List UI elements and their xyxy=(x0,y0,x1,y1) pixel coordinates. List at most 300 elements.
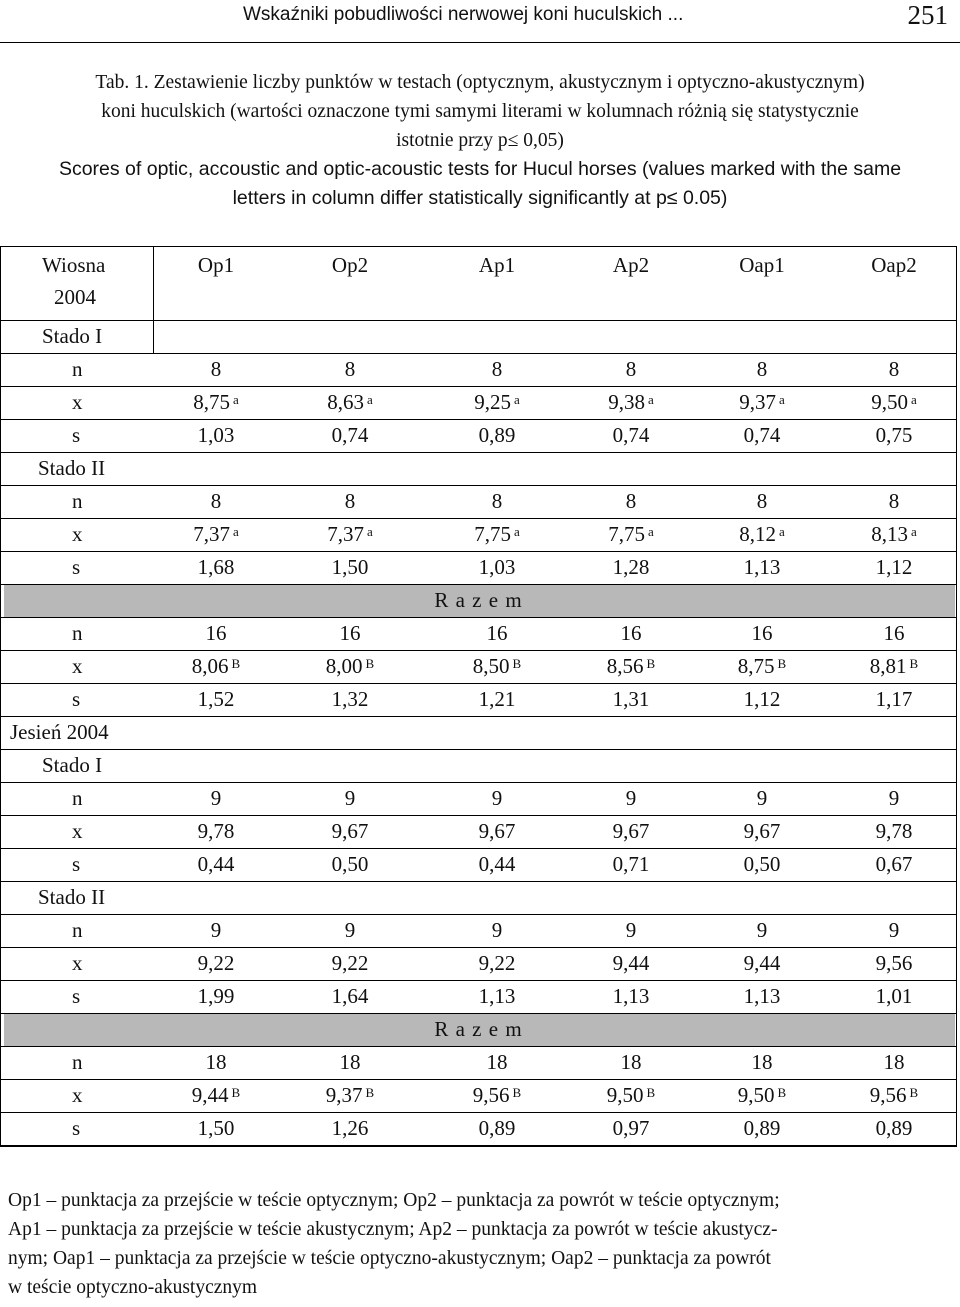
spring-stado-2-s-row xyxy=(0,551,957,584)
cell-op1 xyxy=(151,1079,281,1112)
running-header xyxy=(0,0,960,43)
cell-value: 8 xyxy=(625,489,637,513)
cell-op1 xyxy=(151,914,281,947)
row-label: n xyxy=(72,786,83,810)
cell-ap2 xyxy=(566,386,696,419)
autumn-stado-2-label: Stado II xyxy=(38,885,106,909)
cell-value: 9,50 xyxy=(737,1083,775,1107)
cell-value: 8,00 xyxy=(325,654,363,678)
cell-oap2 xyxy=(829,1112,959,1145)
spring-razem-x-row xyxy=(0,650,957,683)
cell-value: 9 xyxy=(491,786,503,810)
cell-oap1 xyxy=(697,650,827,683)
cell-op2 xyxy=(285,782,415,815)
cell-value: 8 xyxy=(210,489,222,513)
cell-op2 xyxy=(285,848,415,881)
autumn-stado-2-x-row xyxy=(0,947,957,980)
cell-value: 9,67 xyxy=(612,819,650,843)
cell-value: 18 xyxy=(883,1050,905,1074)
significance-mark: B xyxy=(365,1085,375,1100)
cell-oap1 xyxy=(697,551,827,584)
cell-op1 xyxy=(151,617,281,650)
cell-ap2 xyxy=(566,947,696,980)
cell-oap1 xyxy=(697,1112,827,1145)
cell-op2 xyxy=(285,518,415,551)
cell-ap1 xyxy=(432,947,562,980)
row-label: x xyxy=(72,951,83,975)
cell-value: 8 xyxy=(756,489,768,513)
cell-oap2 xyxy=(829,419,959,452)
cell-value: 1,52 xyxy=(197,687,235,711)
footnote-line-4: w teście optyczno-akustycznym xyxy=(8,1277,258,1298)
cell-value: 0,71 xyxy=(612,852,650,876)
row-label: n xyxy=(72,918,83,942)
cell-op1 xyxy=(151,947,281,980)
autumn-stado-1-n-row xyxy=(0,782,957,815)
cell-value: 8,81 xyxy=(869,654,907,678)
significance-mark: B xyxy=(512,1085,522,1100)
cell-value: 0,89 xyxy=(875,1116,913,1140)
cell-oap1 xyxy=(697,980,827,1013)
cell-value: 9,56 xyxy=(875,951,913,975)
table-column-rule xyxy=(153,246,154,320)
significance-mark: B xyxy=(909,656,919,671)
cell-value: 8,06 xyxy=(191,654,229,678)
cell-ap2 xyxy=(566,980,696,1013)
cell-value: 9,37 xyxy=(325,1083,363,1107)
cell-ap1 xyxy=(432,980,562,1013)
row-label: n xyxy=(72,357,83,381)
cell-oap1 xyxy=(697,683,827,716)
cell-oap1 xyxy=(697,782,827,815)
cell-value: 1,50 xyxy=(197,1116,235,1140)
cell-value: 1,13 xyxy=(743,984,781,1008)
cell-value: 16 xyxy=(620,621,642,645)
cell-ap1 xyxy=(432,419,562,452)
cell-value: 18 xyxy=(339,1050,361,1074)
cell-value: 7,37 xyxy=(327,522,364,546)
significance-mark: a xyxy=(910,392,917,407)
cell-value: 9,50 xyxy=(606,1083,644,1107)
row-label: x xyxy=(72,522,83,546)
cell-value: 0,74 xyxy=(331,423,369,447)
cell-oap2 xyxy=(829,551,959,584)
cell-value: 1,17 xyxy=(875,687,913,711)
cell-value: 9,78 xyxy=(875,819,913,843)
caption-pl-line-3: istotnie przy p≤ 0,05) xyxy=(396,130,564,151)
page-number: 251 xyxy=(907,0,948,30)
cell-ap2 xyxy=(566,848,696,881)
significance-mark: B xyxy=(909,1085,919,1100)
column-header-ap2: Ap2 xyxy=(612,253,650,277)
cell-value: 8,13 xyxy=(871,522,908,546)
cell-ap2 xyxy=(566,419,696,452)
autumn-stado-2-n-row xyxy=(0,914,957,947)
cell-op1 xyxy=(151,848,281,881)
footnote-line-3: nym; Oap1 – punktacja za przejście w teście optyczno-akustycznym; Oap2 – punktacja za powrót xyxy=(8,1248,771,1269)
cell-ap1 xyxy=(432,518,562,551)
cell-value: 0,67 xyxy=(875,852,913,876)
table-rule xyxy=(0,749,957,750)
cell-op1 xyxy=(151,485,281,518)
cell-ap2 xyxy=(566,353,696,386)
table-footnote xyxy=(8,1186,954,1302)
column-header-op2: Op2 xyxy=(331,253,369,277)
cell-ap2 xyxy=(566,1046,696,1079)
cell-oap2 xyxy=(829,980,959,1013)
cell-value: 8 xyxy=(625,357,637,381)
spring-stado-1-s-row xyxy=(0,419,957,452)
significance-mark: B xyxy=(512,656,522,671)
row-label: n xyxy=(72,489,83,513)
cell-value: 9,44 xyxy=(612,951,650,975)
cell-oap2 xyxy=(829,1046,959,1079)
cell-value: 9,56 xyxy=(472,1083,510,1107)
significance-mark: a xyxy=(778,392,785,407)
cell-ap2 xyxy=(566,650,696,683)
cell-oap1 xyxy=(697,353,827,386)
cell-value: 9 xyxy=(344,918,356,942)
cell-ap2 xyxy=(566,815,696,848)
cell-op1 xyxy=(151,782,281,815)
cell-op1 xyxy=(151,815,281,848)
cell-oap2 xyxy=(829,782,959,815)
cell-ap1 xyxy=(432,551,562,584)
cell-value: 7,75 xyxy=(474,522,511,546)
cell-value: 7,75 xyxy=(608,522,645,546)
significance-mark: a xyxy=(647,524,654,539)
table-rule xyxy=(0,246,957,247)
cell-value: 16 xyxy=(486,621,508,645)
cell-op2 xyxy=(285,1112,415,1145)
cell-op2 xyxy=(285,419,415,452)
significance-mark: a xyxy=(366,524,373,539)
cell-oap2 xyxy=(829,617,959,650)
significance-mark: B xyxy=(777,1085,787,1100)
cell-oap1 xyxy=(697,1079,827,1112)
autumn-stado-1-s-row xyxy=(0,848,957,881)
spring-stado-1-label: Stado I xyxy=(42,324,103,348)
cell-value: 9,22 xyxy=(478,951,516,975)
cell-op1 xyxy=(151,386,281,419)
cell-value: 1,50 xyxy=(331,555,369,579)
cell-ap1 xyxy=(432,386,562,419)
cell-ap2 xyxy=(566,782,696,815)
season-label-spring: Wiosna xyxy=(42,253,106,277)
cell-ap1 xyxy=(432,1046,562,1079)
autumn-stado-1-x-row xyxy=(0,815,957,848)
cell-value: 9 xyxy=(210,918,222,942)
cell-ap1 xyxy=(432,485,562,518)
season-label-spring-year: 2004 xyxy=(54,285,96,309)
cell-value: 8,56 xyxy=(606,654,644,678)
table-rule xyxy=(0,716,957,717)
cell-value: 1,13 xyxy=(743,555,781,579)
cell-value: 0,44 xyxy=(197,852,235,876)
cell-value: 9 xyxy=(344,786,356,810)
cell-oap1 xyxy=(697,617,827,650)
row-label: n xyxy=(72,621,83,645)
cell-value: 1,28 xyxy=(612,555,650,579)
cell-op2 xyxy=(285,683,415,716)
cell-value: 8,50 xyxy=(472,654,510,678)
cell-value: 8 xyxy=(756,357,768,381)
cell-value: 0,75 xyxy=(875,423,913,447)
cell-oap2 xyxy=(829,386,959,419)
cell-value: 0,74 xyxy=(743,423,781,447)
autumn-stado-2-s-row xyxy=(0,980,957,1013)
cell-ap2 xyxy=(566,518,696,551)
cell-value: 1,31 xyxy=(612,687,650,711)
cell-op2 xyxy=(285,1079,415,1112)
cell-oap2 xyxy=(829,815,959,848)
cell-op1 xyxy=(151,1112,281,1145)
cell-value: 1,03 xyxy=(197,423,235,447)
cell-ap1 xyxy=(432,782,562,815)
cell-value: 18 xyxy=(751,1050,773,1074)
cell-value: 9,67 xyxy=(743,819,781,843)
caption-en-line-2: letters in column differ statistically significantly at p≤ 0.05) xyxy=(232,187,728,209)
cell-oap2 xyxy=(829,947,959,980)
cell-oap1 xyxy=(697,419,827,452)
cell-ap1 xyxy=(432,1079,562,1112)
cell-ap1 xyxy=(432,650,562,683)
cell-value: 8 xyxy=(491,357,503,381)
table-column-rule xyxy=(153,320,154,353)
cell-value: 0,89 xyxy=(478,423,516,447)
cell-op2 xyxy=(285,914,415,947)
cell-value: 18 xyxy=(205,1050,227,1074)
cell-value: 9,67 xyxy=(331,819,369,843)
cell-op2 xyxy=(285,617,415,650)
cell-value: 8,12 xyxy=(739,522,776,546)
spring-razem-s-row xyxy=(0,683,957,716)
cell-op1 xyxy=(151,683,281,716)
cell-oap2 xyxy=(829,518,959,551)
caption-en-line-1: Scores of optic, accoustic and optic-acoustic tests for Hucul horses (values marked with the same xyxy=(58,158,902,180)
row-label: x xyxy=(72,654,83,678)
spring-stado-2-label: Stado II xyxy=(38,456,106,480)
cell-ap2 xyxy=(566,1112,696,1145)
row-label: s xyxy=(72,687,81,711)
row-label: s xyxy=(72,852,81,876)
cell-value: 9 xyxy=(625,786,637,810)
significance-mark: a xyxy=(778,524,785,539)
row-label: x xyxy=(72,390,83,414)
cell-value: 1,03 xyxy=(478,555,516,579)
cell-value: 7,37 xyxy=(193,522,230,546)
cell-value: 8 xyxy=(344,357,356,381)
cell-ap1 xyxy=(432,617,562,650)
autumn-razem-label: R a z e m xyxy=(434,1017,523,1041)
cell-oap1 xyxy=(697,914,827,947)
significance-mark: B xyxy=(777,656,787,671)
table-column-rule xyxy=(0,246,1,1147)
cell-value: 16 xyxy=(205,621,227,645)
cell-value: 9,38 xyxy=(608,390,645,414)
cell-value: 8 xyxy=(344,489,356,513)
cell-value: 8 xyxy=(491,489,503,513)
cell-ap1 xyxy=(432,815,562,848)
table-rule xyxy=(0,452,957,453)
cell-value: 1,12 xyxy=(875,555,913,579)
spring-stado-2-x-row xyxy=(0,518,957,551)
caption-pl-line-1: Tab. 1. Zestawienie liczby punktów w testach (optycznym, akustycznym i optyczno-akustycznym) xyxy=(95,72,865,93)
table-column-rule xyxy=(956,246,957,1147)
row-label: s xyxy=(72,1116,81,1140)
cell-value: 18 xyxy=(620,1050,642,1074)
significance-mark: B xyxy=(646,1085,656,1100)
significance-mark: a xyxy=(513,392,520,407)
significance-mark: B xyxy=(646,656,656,671)
cell-value: 1,12 xyxy=(743,687,781,711)
cell-value: 9,78 xyxy=(197,819,235,843)
row-label: s xyxy=(72,423,81,447)
cell-ap1 xyxy=(432,683,562,716)
column-header-op1: Op1 xyxy=(197,253,235,277)
cell-value: 9,50 xyxy=(871,390,908,414)
cell-op2 xyxy=(285,485,415,518)
autumn-stado-1-label: Stado I xyxy=(42,753,103,777)
cell-value: 9,22 xyxy=(197,951,235,975)
cell-oap1 xyxy=(697,1046,827,1079)
caption-pl-line-2: koni huculskich (wartości oznaczone tymi samymi literami w kolumnach różnią się statystycznie xyxy=(101,101,859,122)
footnote-line-1: Op1 – punktacja za przejście w teście optycznym; Op2 – punktacja za powrót w teście optycznym; xyxy=(8,1190,780,1211)
autumn-razem-n-row xyxy=(0,1046,957,1079)
cell-ap2 xyxy=(566,683,696,716)
cell-oap1 xyxy=(697,386,827,419)
cell-value: 1,21 xyxy=(478,687,516,711)
cell-ap1 xyxy=(432,353,562,386)
cell-op2 xyxy=(285,947,415,980)
cell-oap2 xyxy=(829,353,959,386)
significance-mark: a xyxy=(232,524,239,539)
significance-mark: B xyxy=(231,656,241,671)
row-label: x xyxy=(72,1083,83,1107)
cell-value: 9,44 xyxy=(743,951,781,975)
significance-mark: B xyxy=(365,656,375,671)
cell-op1 xyxy=(151,551,281,584)
significance-mark: a xyxy=(232,392,239,407)
cell-value: 9 xyxy=(888,918,900,942)
cell-value: 0,74 xyxy=(612,423,650,447)
spring-stado-1-x-row xyxy=(0,386,957,419)
cell-value: 8,75 xyxy=(737,654,775,678)
cell-oap1 xyxy=(697,518,827,551)
cell-value: 1,99 xyxy=(197,984,235,1008)
cell-op1 xyxy=(151,353,281,386)
significance-mark: a xyxy=(647,392,654,407)
cell-oap2 xyxy=(829,848,959,881)
significance-mark: B xyxy=(231,1085,241,1100)
cell-value: 16 xyxy=(751,621,773,645)
cell-op2 xyxy=(285,551,415,584)
table-rule xyxy=(0,320,957,321)
cell-value: 9,22 xyxy=(331,951,369,975)
cell-oap2 xyxy=(829,650,959,683)
cell-oap1 xyxy=(697,947,827,980)
cell-value: 0,89 xyxy=(743,1116,781,1140)
column-header-oap2: Oap2 xyxy=(871,253,917,277)
cell-value: 0,50 xyxy=(331,852,369,876)
column-header-ap1: Ap1 xyxy=(478,253,516,277)
cell-oap2 xyxy=(829,683,959,716)
table-rule xyxy=(0,881,957,882)
cell-value: 1,26 xyxy=(331,1116,369,1140)
cell-ap1 xyxy=(432,848,562,881)
cell-oap2 xyxy=(829,485,959,518)
cell-oap2 xyxy=(829,1079,959,1112)
cell-value: 8 xyxy=(888,357,900,381)
cell-op2 xyxy=(285,815,415,848)
cell-value: 0,97 xyxy=(612,1116,650,1140)
autumn-razem-s-row xyxy=(0,1112,957,1145)
cell-value: 8 xyxy=(888,489,900,513)
cell-value: 9,37 xyxy=(739,390,776,414)
significance-mark: a xyxy=(910,524,917,539)
table-bottom-rule xyxy=(0,1146,957,1147)
cell-value: 9,56 xyxy=(869,1083,907,1107)
spring-razem-n-row xyxy=(0,617,957,650)
cell-value: 1,68 xyxy=(197,555,235,579)
cell-op2 xyxy=(285,353,415,386)
cell-value: 9 xyxy=(756,786,768,810)
cell-oap2 xyxy=(829,914,959,947)
cell-value: 16 xyxy=(883,621,905,645)
cell-op1 xyxy=(151,650,281,683)
autumn-razem-x-row xyxy=(0,1079,957,1112)
season-label-autumn: Jesień 2004 xyxy=(10,720,109,744)
cell-value: 9 xyxy=(756,918,768,942)
cell-value: 1,32 xyxy=(331,687,369,711)
cell-ap2 xyxy=(566,1079,696,1112)
significance-mark: a xyxy=(366,392,373,407)
row-label: n xyxy=(72,1050,83,1074)
cell-value: 9 xyxy=(888,786,900,810)
row-label: s xyxy=(72,984,81,1008)
cell-value: 18 xyxy=(486,1050,508,1074)
row-label: s xyxy=(72,555,81,579)
cell-ap2 xyxy=(566,551,696,584)
cell-op2 xyxy=(285,386,415,419)
cell-op1 xyxy=(151,518,281,551)
footnote-line-2: Ap1 – punktacja za przejście w teście akustycznym; Ap2 – punktacja za powrót w teście akustycz- xyxy=(8,1219,778,1240)
cell-value: 9 xyxy=(491,918,503,942)
cell-value: 1,13 xyxy=(478,984,516,1008)
cell-ap1 xyxy=(432,914,562,947)
spring-stado-1-n-row xyxy=(0,353,957,386)
cell-value: 8 xyxy=(210,357,222,381)
cell-ap2 xyxy=(566,485,696,518)
cell-value: 0,50 xyxy=(743,852,781,876)
cell-value: 1,01 xyxy=(875,984,913,1008)
spring-stado-2-n-row xyxy=(0,485,957,518)
cell-value: 8,75 xyxy=(193,390,230,414)
cell-value: 9,67 xyxy=(478,819,516,843)
cell-value: 16 xyxy=(339,621,361,645)
significance-mark: a xyxy=(513,524,520,539)
cell-value: 9,44 xyxy=(191,1083,229,1107)
cell-value: 1,64 xyxy=(331,984,369,1008)
cell-op1 xyxy=(151,1046,281,1079)
cell-oap1 xyxy=(697,848,827,881)
cell-value: 9,25 xyxy=(474,390,511,414)
spring-razem-label: R a z e m xyxy=(434,588,523,612)
column-header-oap1: Oap1 xyxy=(739,253,785,277)
cell-ap2 xyxy=(566,617,696,650)
cell-value: 9 xyxy=(210,786,222,810)
cell-oap1 xyxy=(697,485,827,518)
